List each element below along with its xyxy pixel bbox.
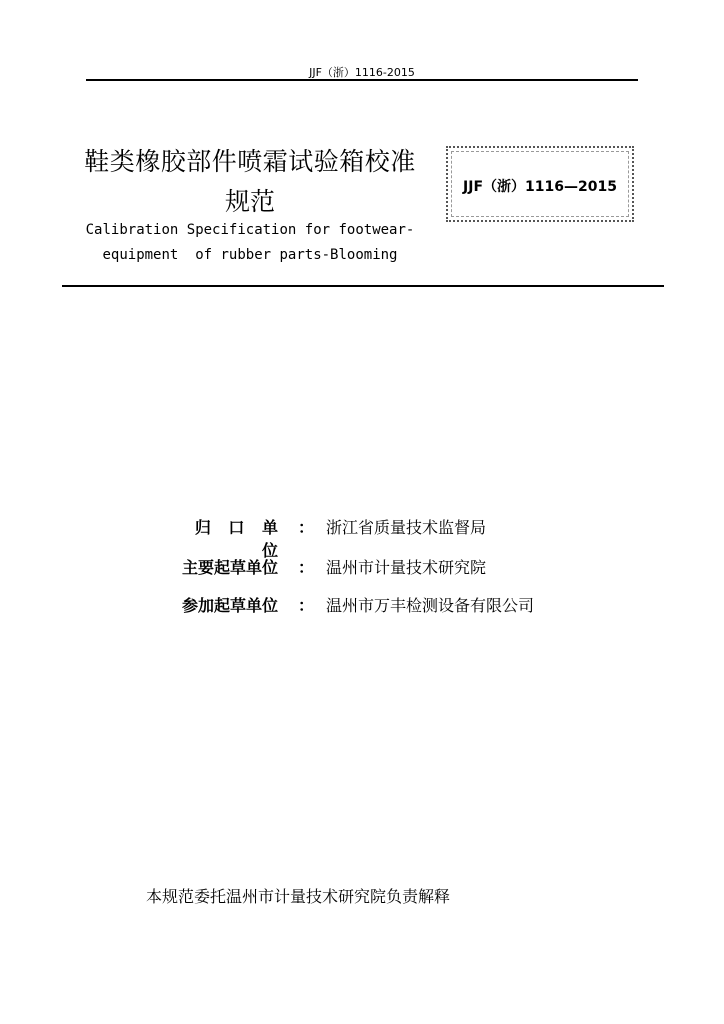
title-chinese-line1: 鞋类橡胶部件喷霜试验箱校准 [84, 147, 416, 176]
info-row-main-drafting-unit [0, 555, 724, 581]
info-label: 参加起草单位 [181, 596, 278, 615]
standard-code-label: JJF（浙）1116—2015 [463, 179, 617, 195]
interpretation-note: 本规范委托温州市计量技术研究院负责解释 [146, 887, 451, 906]
info-label: 归 口 单 位 [194, 518, 284, 560]
info-value: 浙江省质量技术监督局 [326, 518, 487, 537]
info-colon: ： [298, 558, 315, 577]
info-row-participating-unit [0, 593, 724, 619]
header-divider [86, 79, 638, 81]
info-value: 温州市计量技术研究院 [326, 558, 487, 577]
title-english-line1: Calibration Specification for footwear- [85, 222, 415, 238]
title-divider [62, 285, 664, 287]
info-label: 主要起草单位 [181, 558, 278, 577]
info-row-responsible-unit [0, 515, 724, 560]
header-standard-code: JJF（浙）1116-2015 [309, 66, 415, 79]
title-chinese-line2: 规范 [224, 187, 275, 216]
title-english-line2: equipment of rubber parts-Blooming [102, 247, 398, 263]
info-value: 温州市万丰检测设备有限公司 [326, 596, 535, 615]
info-colon: ： [298, 596, 315, 615]
info-colon: ： [298, 518, 315, 537]
